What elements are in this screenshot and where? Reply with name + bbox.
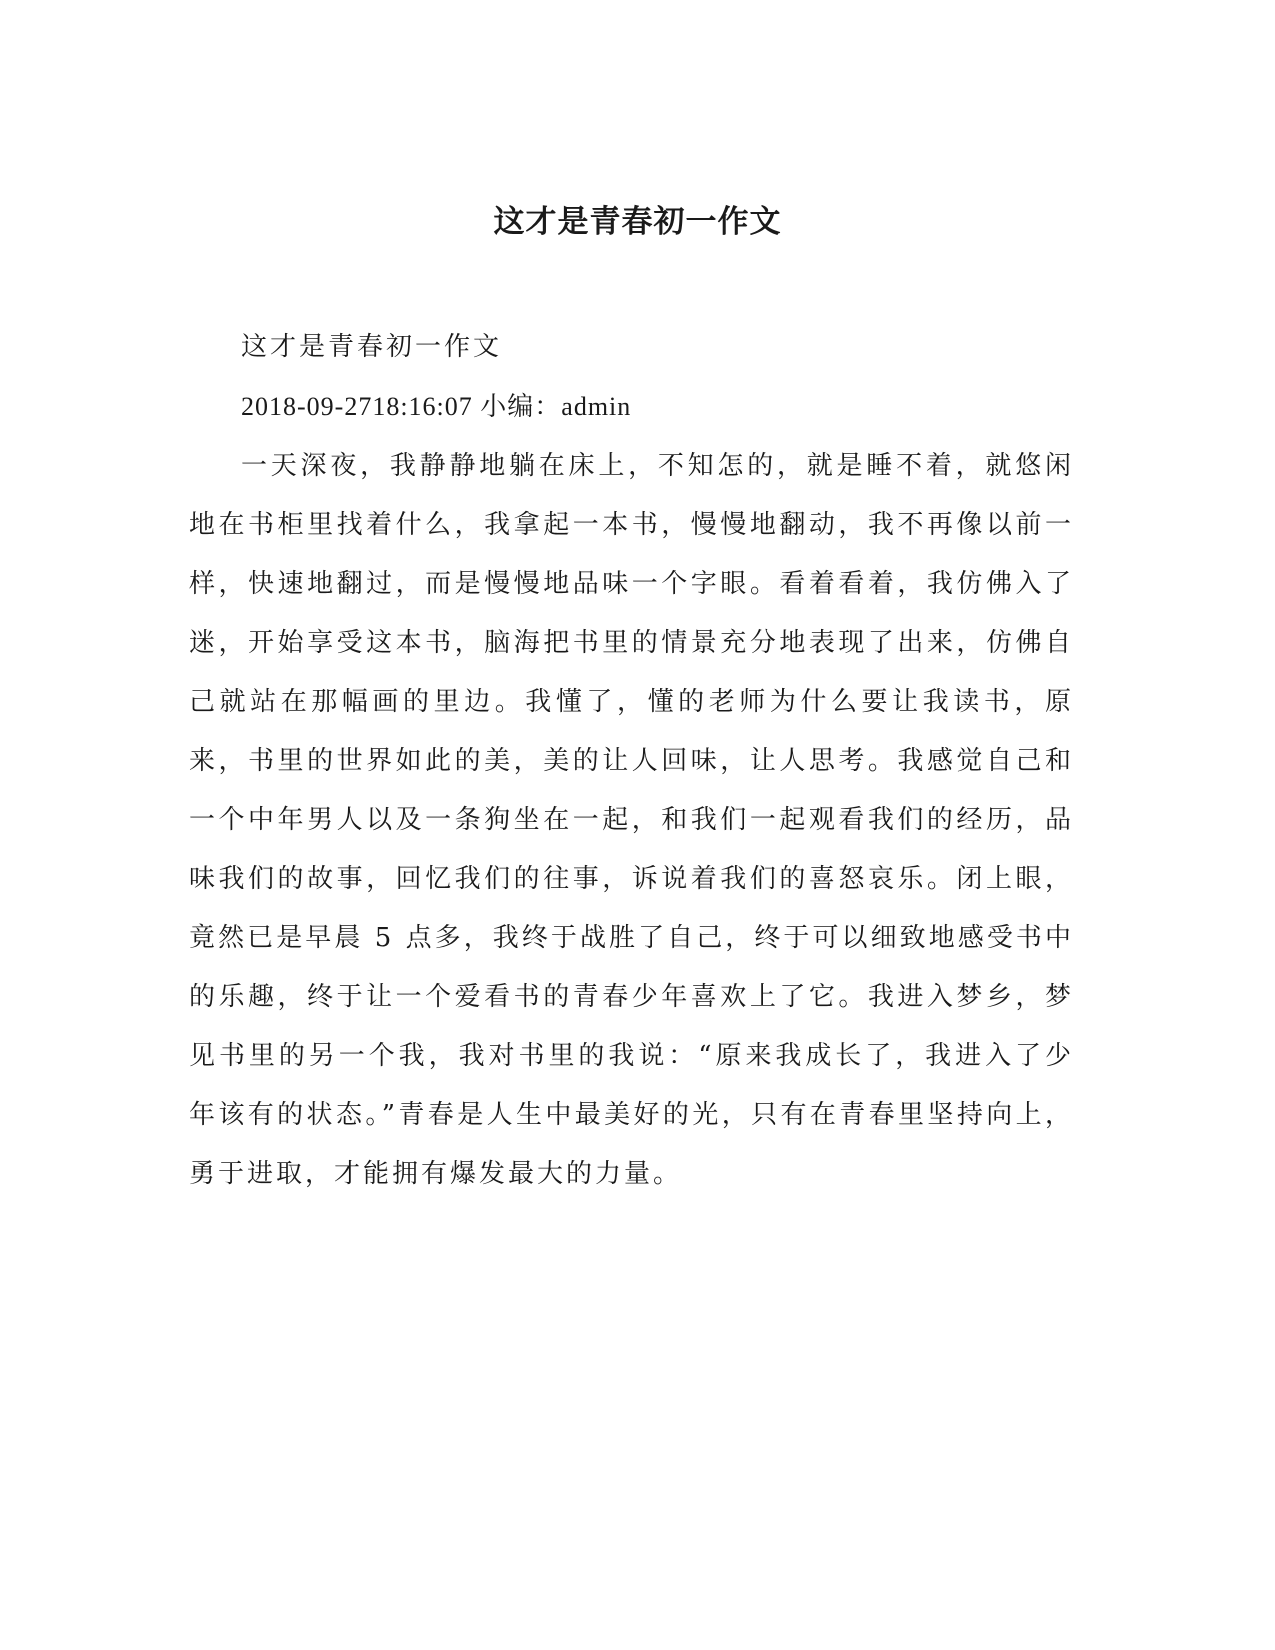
document-title: 这才是青春初一作文: [493, 204, 782, 240]
subtitle-line: 这才是青春初一作文: [241, 332, 503, 362]
body-paragraph: 一天深夜，我静静地躺在床上，不知怎的，就是睡不着，就悠闲地在书柜里找着什么，我拿起一本书，慢慢地翻动，我不再像以前一样，快速地翻过，而是慢慢地品味一个字眼。看着看着，我仿佛入了迷，开始享受这本书，脑海把书里的情景充分地表现了出来，仿佛自己就站在那幅画的里边。我懂了，懂的老师为什么要让我读书，原来，书里的世界如此的美，美的让人回味，让人思考。我感觉自己和一个中年男人以及一条狗坐在一起，和我们一起观看我们的经历，品味我们的故事，回忆我们的往事，诉说着我们的喜怒哀乐。闭上眼，竟然已是早晨 5 点多，我终于战胜了自己，终于可以细致地感受书中的乐趣，终于让一个爱看书的青春少年喜欢上了它。我进入梦乡，梦见书里的另一个我，我对书里的我说：“原来我成长了，我进入了少年该有的状态。”青春是人生中最美好的光，只有在青春里坚持向上，勇于进取，才能拥有爆发最大的力量。: [189, 451, 1074, 1189]
author-label: 小编：: [480, 392, 562, 422]
post-datetime: 2018-09-2718:16:07: [241, 392, 473, 421]
author-name: admin: [561, 392, 632, 421]
document-content: [189, 318, 1074, 1204]
meta-line: [189, 377, 1074, 437]
